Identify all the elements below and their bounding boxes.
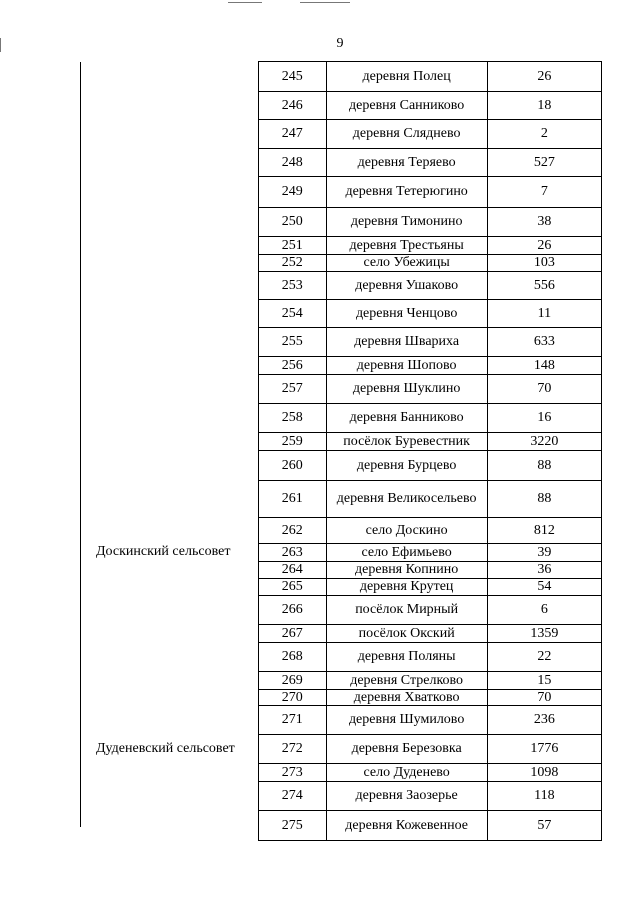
- table-row: [258, 299, 602, 328]
- settlement-name: деревня Тетерюгино: [327, 177, 488, 207]
- row-number: 271: [259, 706, 327, 734]
- population-value: 1359: [530, 625, 559, 641]
- population-value: 812: [533, 522, 555, 538]
- row-number: 262: [259, 518, 327, 543]
- table-row: [258, 119, 602, 149]
- population-value: 16: [537, 410, 552, 425]
- table-row: [258, 450, 602, 481]
- population-value: 118: [534, 788, 555, 803]
- settlement-name: деревня Березовка: [327, 735, 488, 763]
- table-row: [258, 432, 602, 451]
- population-value: 7: [540, 184, 548, 199]
- row-number: 260: [259, 451, 327, 480]
- table-row: [258, 734, 602, 764]
- population-value: 1098: [530, 764, 559, 780]
- row-number: 269: [259, 672, 327, 689]
- population-value: 15: [537, 672, 552, 688]
- table-row: [258, 781, 602, 811]
- population-value: 236: [533, 712, 555, 727]
- population-value: 6: [540, 602, 548, 617]
- population-value: 1776: [530, 741, 559, 756]
- row-number: 254: [259, 300, 327, 327]
- population-value: 527: [533, 154, 555, 170]
- table-row: [258, 148, 602, 177]
- row-number: 266: [259, 596, 327, 624]
- row-number: 270: [259, 690, 327, 705]
- table-row: [258, 561, 602, 579]
- population-value: 18: [537, 97, 552, 113]
- row-number: 272: [259, 735, 327, 763]
- settlement-name: деревня Шуклино: [327, 375, 488, 403]
- population-value: 556: [533, 277, 555, 293]
- table-row: [258, 624, 602, 643]
- table-row: [258, 61, 602, 92]
- table-row: [258, 403, 602, 433]
- settlement-name: посёлок Мирный: [327, 596, 488, 624]
- settlement-name: село Ефимьево: [327, 544, 488, 561]
- row-number: 265: [259, 579, 327, 595]
- population-value: 26: [537, 68, 552, 84]
- scan-mark: [0, 38, 1, 52]
- row-number: 263: [259, 544, 327, 561]
- settlement-name: деревня Тимонино: [327, 208, 488, 236]
- population-value: 22: [537, 649, 552, 664]
- population-value: 103: [533, 255, 555, 270]
- scan-mark: [228, 2, 262, 3]
- settlement-name: деревня Бурцево: [327, 451, 488, 480]
- population-value: 36: [537, 562, 552, 577]
- row-number: 267: [259, 625, 327, 642]
- settlement-name: деревня Банниково: [327, 404, 488, 432]
- table-row: [258, 671, 602, 690]
- population-value: 633: [533, 334, 555, 349]
- row-number: 255: [259, 328, 327, 356]
- row-number: 252: [259, 255, 327, 271]
- settlement-name: деревня Ченцово: [327, 300, 488, 327]
- row-number: 264: [259, 562, 327, 578]
- row-number: 257: [259, 375, 327, 403]
- table-row: [258, 578, 602, 596]
- settlement-name: село Доскино: [327, 518, 488, 543]
- population-value: 88: [537, 457, 552, 473]
- population-value: 26: [537, 237, 552, 253]
- settlement-name: деревня Поляны: [327, 643, 488, 671]
- population-value: 38: [537, 214, 552, 229]
- row-number: 268: [259, 643, 327, 671]
- table-row: [258, 517, 602, 544]
- row-number: 274: [259, 782, 327, 810]
- row-number: 246: [259, 92, 327, 119]
- population-value: 148: [533, 357, 555, 373]
- row-number: 250: [259, 208, 327, 236]
- region-column-rule: [80, 62, 81, 827]
- settlement-name: деревня Шопово: [327, 357, 488, 374]
- settlement-name: деревня Стрелково: [327, 672, 488, 689]
- settlement-name: деревня Полец: [327, 62, 488, 91]
- table-row: [258, 327, 602, 357]
- settlement-name: село Убежицы: [327, 255, 488, 271]
- table-row: [258, 176, 602, 208]
- row-number: 256: [259, 357, 327, 374]
- population-value: 88: [537, 491, 552, 506]
- table-row: [258, 374, 602, 404]
- table-row: [258, 207, 602, 237]
- table-row: [258, 810, 602, 841]
- row-number: 258: [259, 404, 327, 432]
- settlement-name: село Дуденево: [327, 764, 488, 781]
- table-row: [258, 356, 602, 375]
- table-row: [258, 705, 602, 735]
- table-row: [258, 271, 602, 300]
- settlement-name: деревня Копнино: [327, 562, 488, 578]
- population-value: 39: [537, 544, 552, 560]
- settlement-name: деревня Швариха: [327, 328, 488, 356]
- population-value: 54: [537, 579, 552, 594]
- row-number: 251: [259, 237, 327, 254]
- settlement-name: деревня Теряево: [327, 149, 488, 176]
- population-value: 70: [537, 689, 552, 705]
- region-label: Дуденевский сельсовет: [96, 740, 235, 756]
- table-row: [258, 236, 602, 255]
- row-number: 245: [259, 62, 327, 91]
- row-number: 253: [259, 272, 327, 299]
- population-value: 70: [537, 381, 552, 396]
- table-row: [258, 254, 602, 272]
- settlement-name: деревня Заозерье: [327, 782, 488, 810]
- settlement-name: деревня Санниково: [327, 92, 488, 119]
- table-row: [258, 595, 602, 625]
- settlement-name: посёлок Буревестник: [327, 433, 488, 450]
- settlement-name: деревня Великосельево: [327, 481, 488, 517]
- settlement-name: посёлок Окский: [327, 625, 488, 642]
- table-row: [258, 543, 602, 562]
- settlement-name: деревня Крутец: [327, 579, 488, 595]
- table-row: [258, 480, 602, 518]
- settlement-name: деревня Трестьяны: [327, 237, 488, 254]
- page-number: 9: [336, 36, 344, 51]
- settlement-name: деревня Хватково: [327, 690, 488, 705]
- scan-mark: [300, 2, 350, 3]
- row-number: 259: [259, 433, 327, 450]
- settlement-name: деревня Кожевенное: [327, 811, 488, 840]
- row-number: 248: [259, 149, 327, 176]
- row-number: 273: [259, 764, 327, 781]
- row-number: 247: [259, 120, 327, 148]
- table-row: [258, 689, 602, 706]
- population-value: 57: [537, 817, 552, 833]
- table-row: [258, 642, 602, 672]
- population-value: 3220: [530, 433, 559, 449]
- table-row: [258, 763, 602, 782]
- row-number: 275: [259, 811, 327, 840]
- settlement-name: деревня Сляднево: [327, 120, 488, 148]
- settlement-name: деревня Шумилово: [327, 706, 488, 734]
- population-value: 2: [540, 126, 548, 141]
- table-row: [258, 91, 602, 120]
- row-number: 261: [259, 481, 327, 517]
- population-value: 11: [537, 305, 552, 321]
- region-label: Доскинский сельсовет: [96, 544, 231, 559]
- settlement-name: деревня Ушаково: [327, 272, 488, 299]
- row-number: 249: [259, 177, 327, 207]
